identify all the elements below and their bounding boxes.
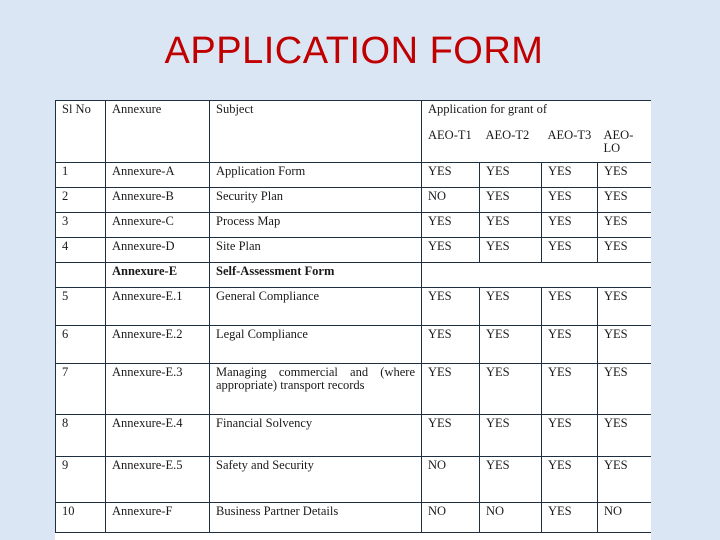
row-t2: YES bbox=[480, 213, 542, 238]
row-t1: YES bbox=[422, 288, 480, 326]
row-t2: YES bbox=[480, 364, 542, 415]
table-row bbox=[56, 457, 652, 503]
row-annexure: Annexure-E.5 bbox=[106, 457, 210, 503]
row-sl: 3 bbox=[56, 213, 106, 238]
row-sl: 7 bbox=[56, 364, 106, 415]
section-subject: Self-Assessment Form bbox=[210, 263, 422, 288]
table-row bbox=[56, 288, 652, 326]
row-t3: YES bbox=[542, 503, 598, 533]
row-t3: YES bbox=[542, 238, 598, 263]
table-row bbox=[56, 188, 652, 213]
row-annexure: Annexure-F bbox=[106, 503, 210, 533]
section-row bbox=[56, 263, 652, 288]
row-t2: YES bbox=[480, 288, 542, 326]
row-annexure: Annexure-E.1 bbox=[106, 288, 210, 326]
row-lo: YES bbox=[598, 238, 652, 263]
table-row bbox=[56, 238, 652, 263]
row-lo: YES bbox=[598, 213, 652, 238]
row-t1: YES bbox=[422, 213, 480, 238]
row-annexure: Annexure-E.3 bbox=[106, 364, 210, 415]
row-sl: 9 bbox=[56, 457, 106, 503]
row-t3: YES bbox=[542, 415, 598, 457]
row-t2: YES bbox=[480, 415, 542, 457]
row-annexure: Annexure-A bbox=[106, 163, 210, 188]
row-t2: YES bbox=[480, 163, 542, 188]
row-t1: YES bbox=[422, 326, 480, 364]
row-subject: Application Form bbox=[210, 163, 422, 188]
row-lo: YES bbox=[598, 288, 652, 326]
row-sl: 10 bbox=[56, 503, 106, 533]
row-t3: YES bbox=[542, 326, 598, 364]
row-t2: YES bbox=[480, 188, 542, 213]
row-sl: 1 bbox=[56, 163, 106, 188]
row-lo: YES bbox=[598, 364, 652, 415]
row-t2: NO bbox=[480, 503, 542, 533]
row-sl: 5 bbox=[56, 288, 106, 326]
row-t1: YES bbox=[422, 415, 480, 457]
row-subject: Managing commercial and (where appropriate) transport records bbox=[210, 364, 422, 415]
application-form-table-card bbox=[55, 100, 651, 540]
row-lo: YES bbox=[598, 457, 652, 503]
row-t1: YES bbox=[422, 364, 480, 415]
row-sl: 8 bbox=[56, 415, 106, 457]
row-lo: NO bbox=[598, 503, 652, 533]
header-annexure: Annexure bbox=[106, 101, 210, 163]
row-annexure: Annexure-E.4 bbox=[106, 415, 210, 457]
row-t3: YES bbox=[542, 364, 598, 415]
header-grade-t2: AEO-T2 bbox=[480, 127, 542, 163]
row-t3: YES bbox=[542, 163, 598, 188]
row-lo: YES bbox=[598, 163, 652, 188]
header-grade-t1: AEO-T1 bbox=[422, 127, 480, 163]
row-t1: NO bbox=[422, 503, 480, 533]
row-t2: YES bbox=[480, 457, 542, 503]
row-sl: 2 bbox=[56, 188, 106, 213]
table-row bbox=[56, 163, 652, 188]
row-t1: YES bbox=[422, 238, 480, 263]
header-grade-t3: AEO-T3 bbox=[542, 127, 598, 163]
row-sl: 4 bbox=[56, 238, 106, 263]
row-subject: Financial Solvency bbox=[210, 415, 422, 457]
row-lo: YES bbox=[598, 326, 652, 364]
page-title: APPLICATION FORM bbox=[164, 30, 544, 72]
row-t3: YES bbox=[542, 457, 598, 503]
section-empty-span bbox=[422, 263, 652, 288]
header-subject: Subject bbox=[210, 101, 422, 163]
row-t2: YES bbox=[480, 326, 542, 364]
row-sl: 6 bbox=[56, 326, 106, 364]
section-empty-cell bbox=[56, 263, 106, 288]
row-subject: Site Plan bbox=[210, 238, 422, 263]
row-t3: YES bbox=[542, 288, 598, 326]
table-row bbox=[56, 326, 652, 364]
table-row bbox=[56, 213, 652, 238]
table-row bbox=[56, 364, 652, 415]
row-subject: General Compliance bbox=[210, 288, 422, 326]
row-t3: YES bbox=[542, 188, 598, 213]
row-t1: YES bbox=[422, 163, 480, 188]
section-annexure: Annexure-E bbox=[106, 263, 210, 288]
row-subject: Process Map bbox=[210, 213, 422, 238]
row-subject: Business Partner Details bbox=[210, 503, 422, 533]
table-row bbox=[56, 503, 652, 533]
row-t1: NO bbox=[422, 457, 480, 503]
row-subject: Safety and Security bbox=[210, 457, 422, 503]
application-form-table bbox=[55, 100, 651, 533]
row-annexure: Annexure-B bbox=[106, 188, 210, 213]
header-application-for-grant: Application for grant of bbox=[422, 101, 652, 127]
row-t3: YES bbox=[542, 213, 598, 238]
row-lo: YES bbox=[598, 188, 652, 213]
header-sl-no: Sl No bbox=[56, 101, 106, 163]
header-row bbox=[56, 101, 652, 127]
row-annexure: Annexure-D bbox=[106, 238, 210, 263]
table-row bbox=[56, 415, 652, 457]
row-lo: YES bbox=[598, 415, 652, 457]
row-annexure: Annexure-E.2 bbox=[106, 326, 210, 364]
row-t2: YES bbox=[480, 238, 542, 263]
row-subject: Legal Compliance bbox=[210, 326, 422, 364]
row-subject: Security Plan bbox=[210, 188, 422, 213]
row-t1: NO bbox=[422, 188, 480, 213]
row-annexure: Annexure-C bbox=[106, 213, 210, 238]
header-grade-lo: AEO-LO bbox=[598, 127, 652, 163]
